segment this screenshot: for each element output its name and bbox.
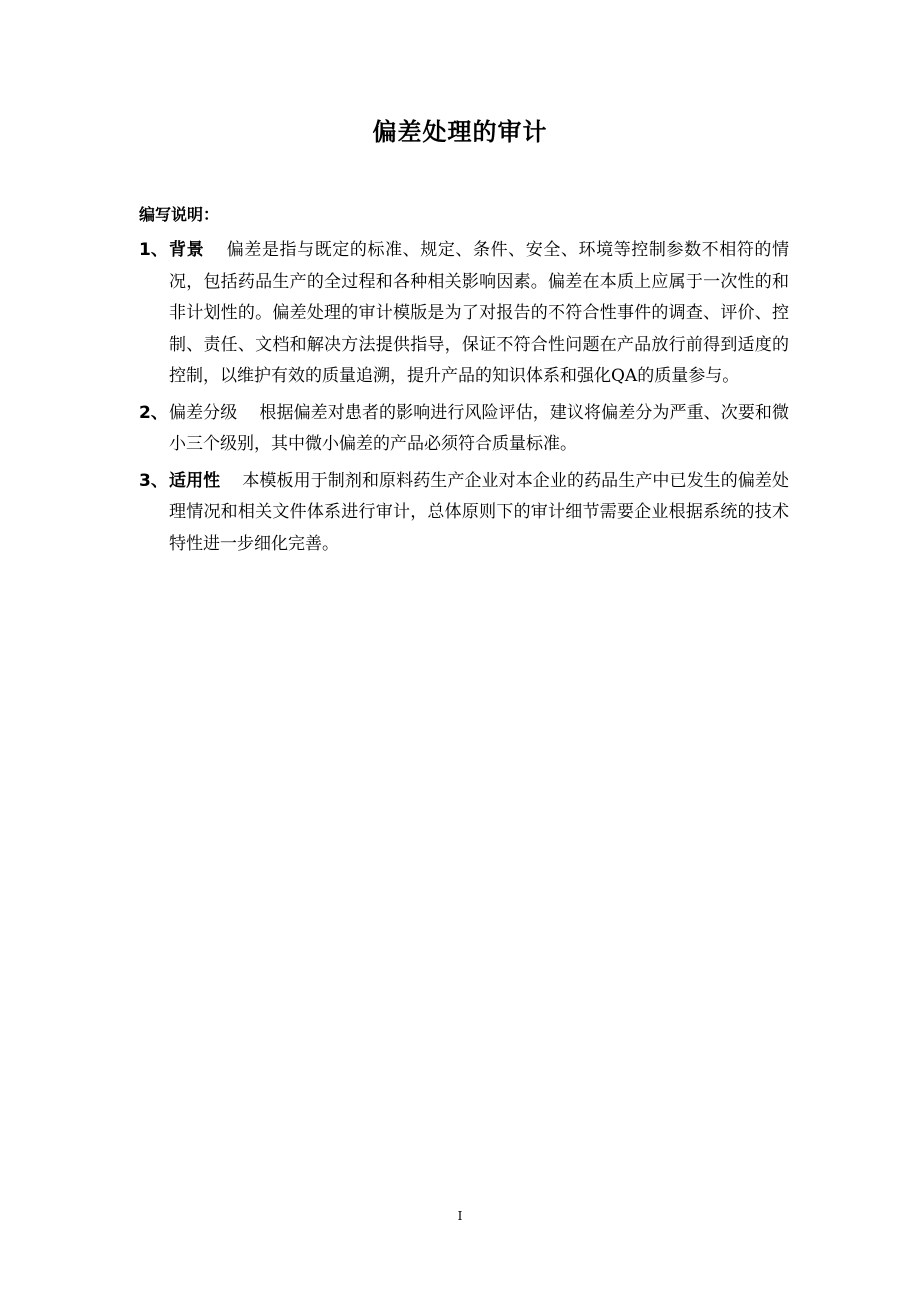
page-number: I [457,1209,463,1223]
list-item-background [139,235,789,393]
item-heading: 偏差分级 [169,402,238,423]
item-text: 偏差是指与既定的标准、规定、条件、安全、环境等控制参数不相符的情况，包括药品生产的全过程和各种相关影响因素。偏差在本质上应属于一次性的和非计划性的。偏差处理的审计模版是为了对报告的不符合性事件的调查、评价、控制、责任、文档和解决方法提供指导，保证不符合性问题在产品放行前得到适度的控制，以维护有效的质量追溯，提升产品的知识体系和强化QA的质量参与。 [169,240,790,386]
item-text: 根据偏差对患者的影响进行风险评估，建议将偏差分为严重、次要和微小三个级别，其中微小偏差的产品必须符合质量标准。 [169,402,789,454]
item-number: 2、 [139,402,168,423]
page-title: 偏差处理的审计 [372,118,548,146]
item-heading: 背景 [169,240,205,260]
item-text: 本模板用于制剂和原料药生产企业对本企业的药品生产中已发生的偏差处理情况和相关文件体系进行审计，总体原则下的审计细节需要企业根据系统的技术特性进一步细化完善。 [169,470,790,554]
list-item-applicability [139,466,789,561]
item-heading: 适用性 [169,470,221,491]
item-number: 1、 [139,240,168,260]
intro-label: 编写说明： [139,205,220,224]
item-number: 3、 [139,470,168,491]
notes-list [139,235,789,565]
list-item-deviation-grading [139,398,789,461]
